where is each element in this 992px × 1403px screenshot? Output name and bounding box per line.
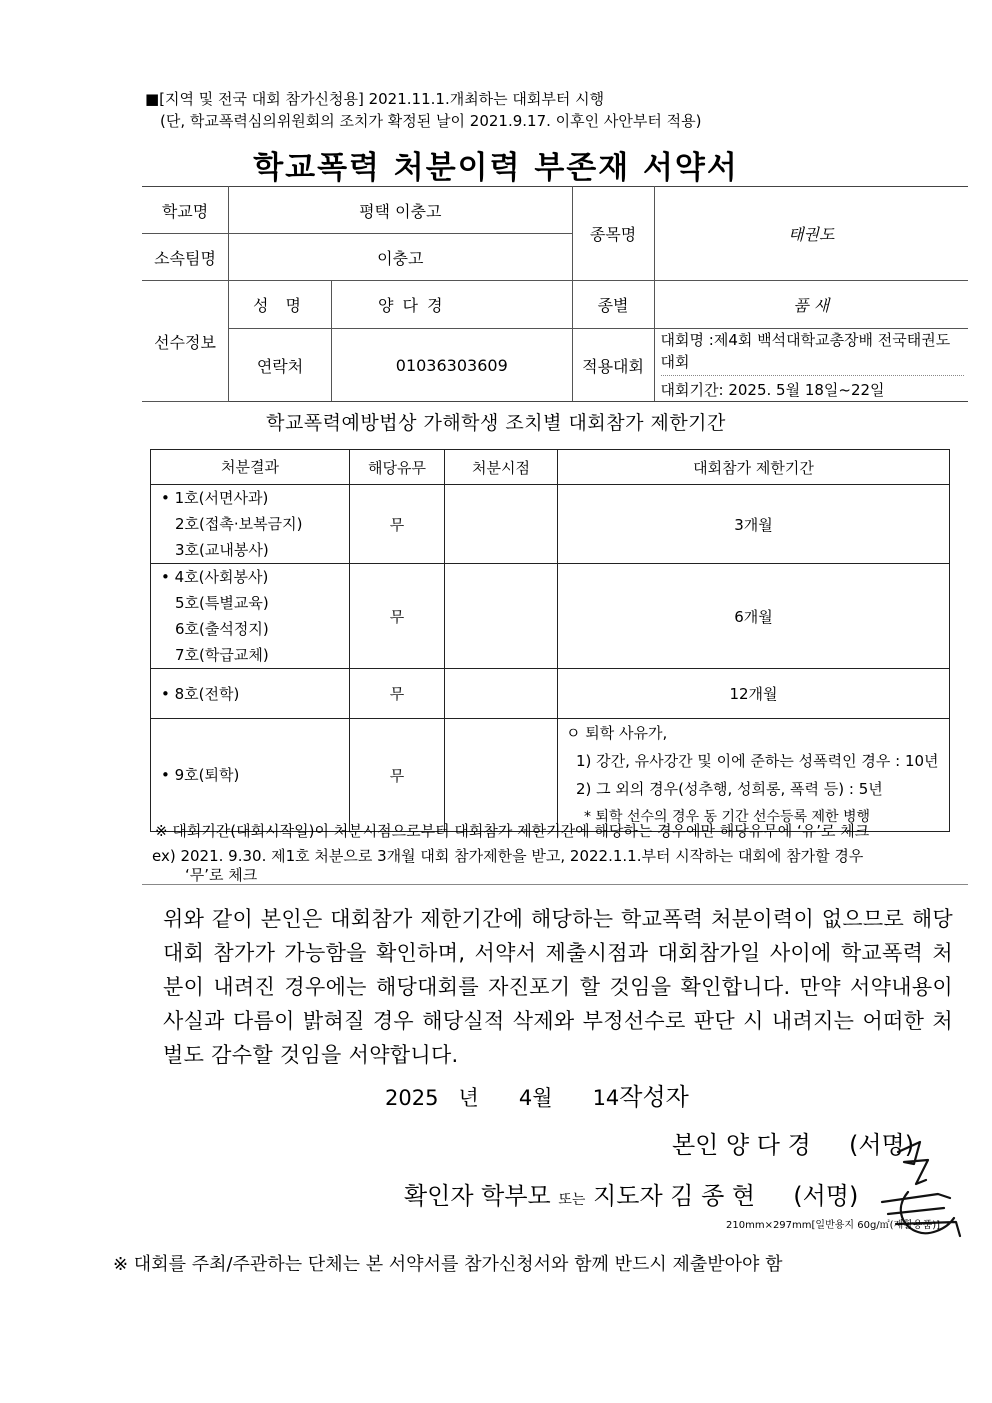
competition-period: 대회기간: 2025. 5월 18일~22일 xyxy=(660,381,885,399)
confirm-signature-line xyxy=(404,1176,858,1211)
header-line-1: ■[지역 및 전국 대회 참가신청용] 2021.11.1.개최하는 대회부터 시행 xyxy=(145,90,605,108)
status-cell: 무 xyxy=(350,485,445,564)
date-month: 4월 xyxy=(518,1086,553,1110)
contact-value: 01036303609 xyxy=(332,329,573,402)
player-info-label: 선수정보 xyxy=(142,281,229,402)
contact-label: 연락처 xyxy=(229,329,332,402)
category-value: 품 새 xyxy=(654,281,968,329)
list-item: 5호(특별교육) xyxy=(175,594,269,612)
limit-cell: 3개월 xyxy=(558,485,950,564)
document-title: 학교폭력 처분이력 부존재 서약서 xyxy=(253,150,739,186)
school-value: 평택 이충고 xyxy=(229,187,573,234)
date-author: 작성자 xyxy=(619,1083,689,1111)
list-item: 3호(교내봉사) xyxy=(175,541,269,559)
limit-cell: 6개월 xyxy=(558,564,950,669)
list-item: 1) 강간, 유사강간 및 이에 준하는 성폭력인 경우 : 10년 xyxy=(576,752,939,770)
time-cell xyxy=(445,719,558,832)
list-item: 6호(출석정지) xyxy=(175,620,269,638)
status-cell: 무 xyxy=(350,719,445,832)
status-cell: 무 xyxy=(350,564,445,669)
date-year-unit: 년 xyxy=(458,1086,479,1110)
school-label: 학교명 xyxy=(142,187,229,234)
competition-label: 적용대회 xyxy=(572,329,654,402)
divider xyxy=(142,884,968,885)
limit-cell: 12개월 xyxy=(558,669,950,719)
col-header-status: 해당유무 xyxy=(350,450,445,485)
list-item: 2호(접촉·보복금지) xyxy=(175,515,303,533)
restriction-subtitle: 학교폭력예방법상 가해학생 조치별 대회참가 제한기간 xyxy=(266,412,726,434)
result-cell: • 8호(전학) xyxy=(151,669,350,719)
category-label: 종별 xyxy=(572,281,654,329)
name-value: 양 다 경 xyxy=(332,281,573,329)
confirm-sign-mark: (서명) xyxy=(793,1182,859,1210)
list-item: * 퇴학 선수의 경우 동 기간 선수등록 제한 병행 xyxy=(584,809,871,825)
table-row xyxy=(151,564,950,669)
list-item: • 1호(서면사과) xyxy=(161,489,269,507)
time-cell xyxy=(445,564,558,669)
list-item: • 4호(사회봉사) xyxy=(161,568,269,586)
list-item: 7호(학급교체) xyxy=(175,646,269,664)
col-header-limit: 대회참가 제한기간 xyxy=(558,450,950,485)
confirm-name: 지도자 김 종 현 xyxy=(593,1182,756,1210)
confirm-or: 또는 xyxy=(558,1192,586,1208)
name-label: 성 명 xyxy=(229,281,332,329)
result-cell: • 9호(퇴학) xyxy=(151,719,350,832)
self-sign-mark: (서명) xyxy=(848,1131,915,1159)
date-line xyxy=(385,1077,689,1112)
event-label: 종목명 xyxy=(572,187,654,281)
date-day: 14 xyxy=(592,1086,620,1110)
table-row xyxy=(151,485,950,564)
status-cell: 무 xyxy=(350,669,445,719)
table-row xyxy=(151,669,950,719)
note-example: ex) 2021. 9.30. 제1호 처분으로 3개월 대회 참가제한을 받고, 2022.1.1.부터 시작하는 대회에 참가할 경우 xyxy=(152,847,864,865)
col-header-result: 처분결과 xyxy=(151,450,350,485)
footer-note: ※ 대회를 주최/주관하는 단체는 본 서약서를 참가신청서와 함께 반드시 제출받아야 함 xyxy=(113,1254,783,1275)
event-value: 태권도 xyxy=(654,187,968,281)
header-line-2: (단, 학교폭력심의위원회의 조치가 확정된 날이 2021.9.17. 이후인 사안부터 적용) xyxy=(160,112,702,130)
pledge-text: 위와 같이 본인은 대회참가 제한기간에 해당하는 학교폭력 처분이력이 없으므로 해당 대회 참가가 가능함을 확인하며, 서약서 제출시점과 대회참가일 사이에 학교폭력 처분이 내려진 경우에는 해당대회를 자진포기 할 것임을 확인합니다. 만약 서약내용이 사실과 다름이 밝혀질 경우 해당실적 삭제와 부정선수로 판단 시 내려지는 어떠한 처벌도 감수할 것임을 서약합니다. xyxy=(163,907,953,1067)
note-1: ※ 대회기간(대회시작일)이 처분시점으로부터 대회참가 제한기간에 해당하는 경우에만 해당유무에 ‘유’로 체크 xyxy=(155,822,870,840)
self-name: 본인 양 다 경 xyxy=(672,1131,811,1159)
table-row xyxy=(151,719,950,832)
restriction-table xyxy=(150,449,950,832)
date-year: 2025 xyxy=(385,1086,439,1110)
limit-cell xyxy=(558,719,950,832)
competition-name: 대회명 :제4회 백석대학교총장배 전국태권도대회 xyxy=(661,329,964,376)
note-example-cont: ‘무’로 체크 xyxy=(185,866,258,884)
col-header-time: 처분시점 xyxy=(445,450,558,485)
team-value: 이충고 xyxy=(229,234,573,281)
team-label: 소속팀명 xyxy=(142,234,229,281)
competition-cell xyxy=(654,329,968,402)
result-cell xyxy=(151,564,350,669)
list-item: ㅇ 퇴학 사유가, xyxy=(566,724,668,742)
time-cell xyxy=(445,485,558,564)
paper-spec: 210mm×297mm[일반용지 60g/㎡(재활용품)] xyxy=(726,1220,941,1231)
result-cell xyxy=(151,485,350,564)
time-cell xyxy=(445,669,558,719)
applicant-info-table xyxy=(142,186,968,402)
confirm-prefix: 확인자 학부모 xyxy=(404,1182,551,1210)
list-item: 2) 그 외의 경우(성추행, 성희롱, 폭력 등) : 5년 xyxy=(576,780,883,798)
